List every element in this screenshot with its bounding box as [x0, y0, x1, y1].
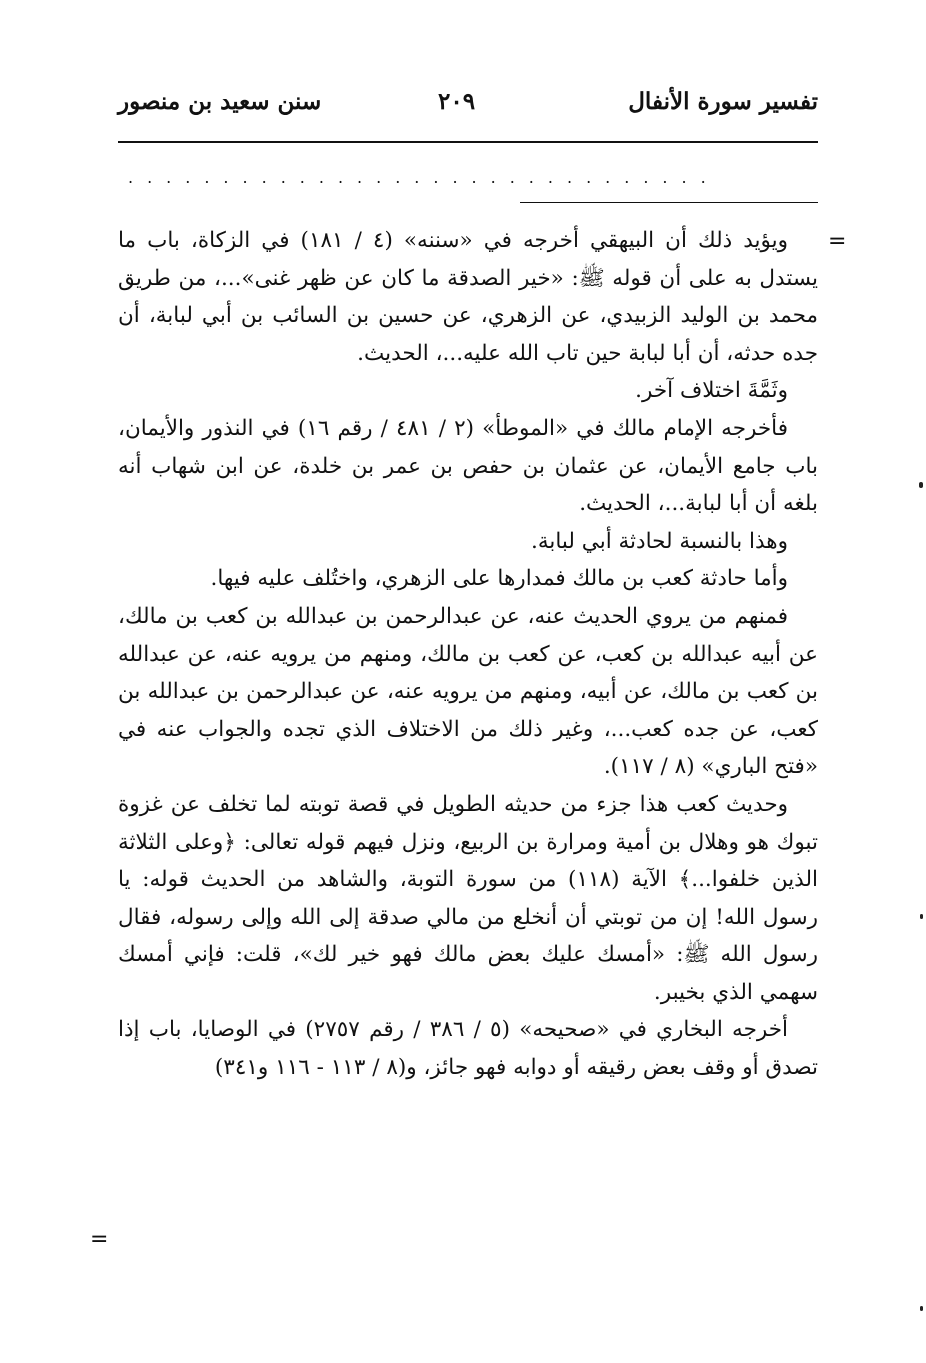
scan-speck [919, 482, 923, 488]
paragraph-another-difference: وثَمَّةَ اختلاف آخر. [635, 378, 788, 404]
page-number: ٢٠٩ [438, 88, 476, 115]
paragraph-narrators: فمنهم من يروي الحديث عنه، عن عبدالرحمن بن عبدالله بن كعب بن مالك، عن أبيه عبدالله بن كعب، عن كعب بن مالك، ومنهم من يرويه عنه، عن عبدالله بن كعب بن مالك، عن أبيه، ومنهم من يرويه عنه، عن عبدالرحمن بن عبدالله بن كعب، عن جده كعب...، وغير ذلك من الاختلاف الذي تجده والجواب عنه في «فتح الباري» (٨ / ١١٧). [118, 603, 818, 780]
paragraph-abu-lubaba: وهذا بالنسبة لحادثة أبي لبابة. [531, 528, 788, 554]
paragraph-bayhaqi: ويؤيد ذلك أن البيهقي أخرجه في «سننه» (٤ / ١٨١) في الزكاة، باب ما يستدل به على أن قوله ﷺ: «خير الصدقة ما كان عن ظهر غنى»...، من طريق محمد بن الوليد الزبيدي، عن الزهري، عن حسين بن السائب بن أبي لبابة، أن جده حدثه، أن أبا لبابة حين تاب الله عليه...، الحديث. [118, 228, 818, 366]
footnote-rule [520, 202, 818, 203]
paragraph-kab-hadith: وحديث كعب هذا جزء من حديثه الطويل في قصة توبته لما تخلف عن غزوة تبوك هو وهلال بن أمية ومرارة بن الربيع، ونزل فيهم قوله تعالى: ﴿وعلى الثلاثة الذين خلفوا...﴾ الآية (١١٨) من سورة التوبة، والشاهد من الحديث قوله: يا رسول الله! إن من توبتي أن أنخلع من مالي صدقة إلى الله وإلى رسوله، فقال رسول الله ﷺ: «أمسك عليك بعض مالك فهو خير لك»، قلت: فإني أمسك سهمي الذي بخيبر. [118, 791, 818, 1005]
continuation-mark-bottom: = [90, 1227, 109, 1252]
book-title: سنن سعيد بن منصور [118, 88, 322, 115]
paragraph-kab-incident: وأما حادثة كعب بن مالك فمدارها على الزهري، واختُلف عليه فيها. [210, 566, 788, 592]
continuation-mark-top: = [828, 229, 847, 254]
dotted-separator: ............................... [128, 168, 720, 187]
paragraph-malik: فأخرجه الإمام مالك في «الموطأ» (٢ / ٤٨١ / رقم ١٦) في النذور والأيمان، باب جامع الأيمان، عن عثمان بن حفص بن عمر بن خلدة، عن ابن شهاب أنه بلغه أن أبا لبابة...، الحديث. [118, 415, 818, 517]
paragraph-bukhari: أخرجه البخاري في «صحيحه» (٥ / ٣٨٦ / رقم ٢٧٥٧) في الوصايا، باب إذا تصدق أو وقف بعض رقيقه أو دوابه فهو جائز، و(٨ / ١١٣ - ١١٦ و٣٤١) [118, 1017, 818, 1081]
header-rule [118, 141, 818, 143]
scan-speck [920, 1306, 923, 1311]
footnote-body [118, 222, 818, 1087]
scan-speck [920, 914, 923, 919]
chapter-title: تفسير سورة الأنفال [628, 88, 818, 115]
running-header [118, 86, 818, 126]
